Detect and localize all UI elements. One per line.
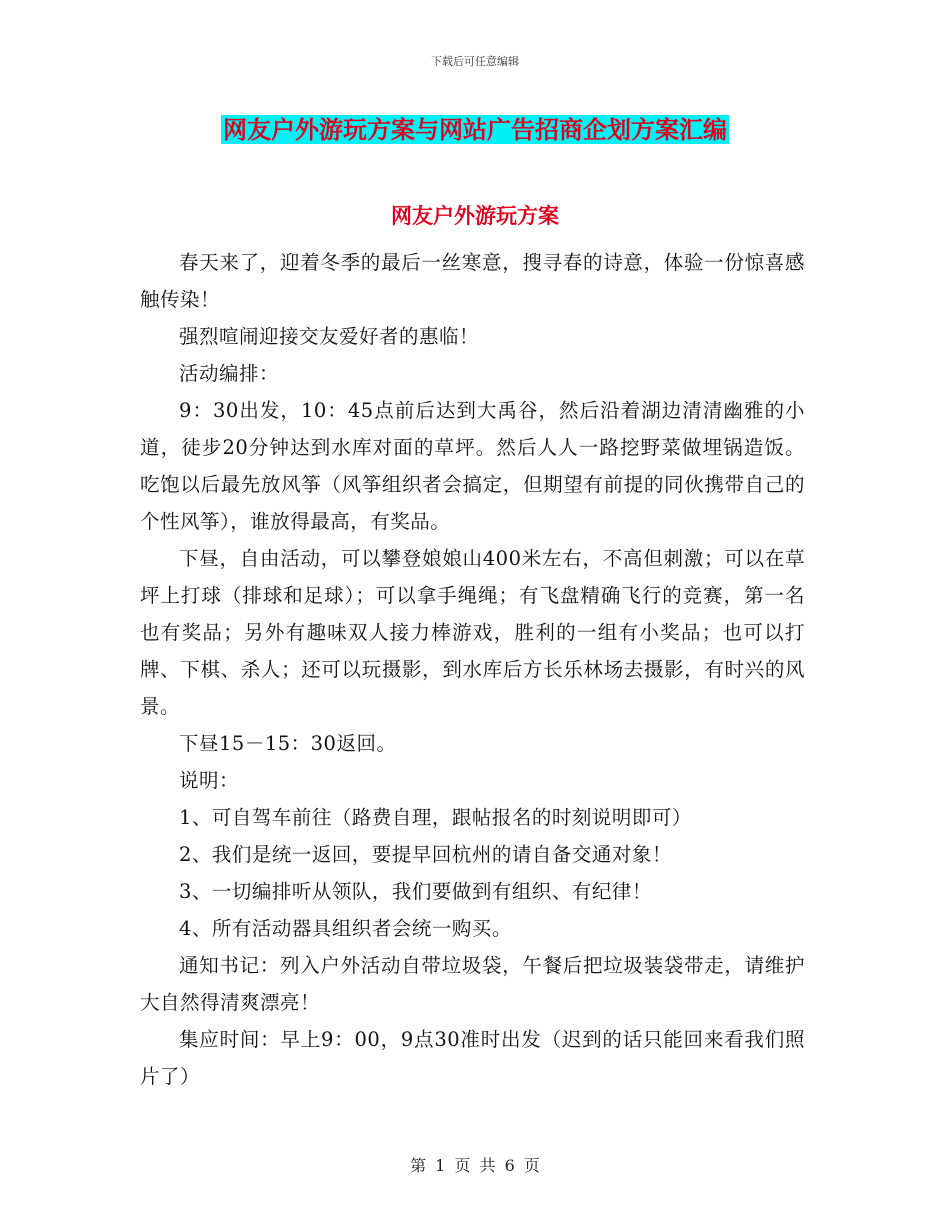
paragraph: 春天来了，迎着冬季的最后一丝寒意，搜寻春的诗意，体验一份惊喜感触传染！ <box>140 251 805 311</box>
paragraph: 下昼，自由活动，可以攀登娘娘山400米左右，不高但刺激；可以在草坪上打球（排球和足球）；可以拿手绳绳；有飞盘精确飞行的竞赛，第一名也有奖品；另外有趣味双人接力棒游戏，胜利的一组有小奖品；也可以打牌、下棋、杀人；还可以玩摄影，到水库后方长乐林场去摄影，有时兴的风景。 <box>140 547 805 718</box>
list-item: 2、我们是统一返回，要提早回杭州的请自备交通对象！ <box>179 843 672 866</box>
page-header-note: 下载后可任意编辑 <box>431 55 519 68</box>
paragraph: 集应时间：早上9：00，9点30准时出发（迟到的话只能回来看我们照片了） <box>140 1028 805 1088</box>
paragraph: 9：30出发，10：45点前后达到大禹谷，然后沿着湖边清清幽雅的小道，徒步20分钟达到水库对面的草坪。然后人人一路挖野菜做埋锅造饭。吃饱以后最先放风筝（风筝组织者会搞定，但期望有前提的同伙携带自己的个性风筝），谁放得最高，有奖品。 <box>140 399 805 533</box>
document-title <box>0 114 950 146</box>
list-item: 3、一切编排听从领队，我们要做到有组织、有纪律！ <box>179 880 652 903</box>
page-footer: 第 1 页 共 6 页 <box>410 1156 540 1175</box>
list-item: 1、可自驾车前往（路费自理，跟帖报名的时刻说明即可） <box>179 806 692 829</box>
paragraph: 强烈喧闹迎接交友爱好者的惠临！ <box>179 325 480 348</box>
document-body <box>140 244 805 1095</box>
paragraph: 下昼15－15：30返回。 <box>179 732 397 755</box>
paragraph: 通知书记：列入户外活动自带垃圾袋，午餐后把垃圾装袋带走，请维护大自然得清爽漂亮！ <box>140 954 805 1014</box>
document-title-highlight: 网友户外游玩方案与网站广告招商企划方案汇编 <box>223 115 727 144</box>
paragraph: 活动编排： <box>179 362 280 385</box>
paragraph: 说明： <box>179 769 240 792</box>
section-title: 网友户外游玩方案 <box>391 203 559 228</box>
list-item: 4、所有活动器具组织者会统一购买。 <box>179 917 512 940</box>
